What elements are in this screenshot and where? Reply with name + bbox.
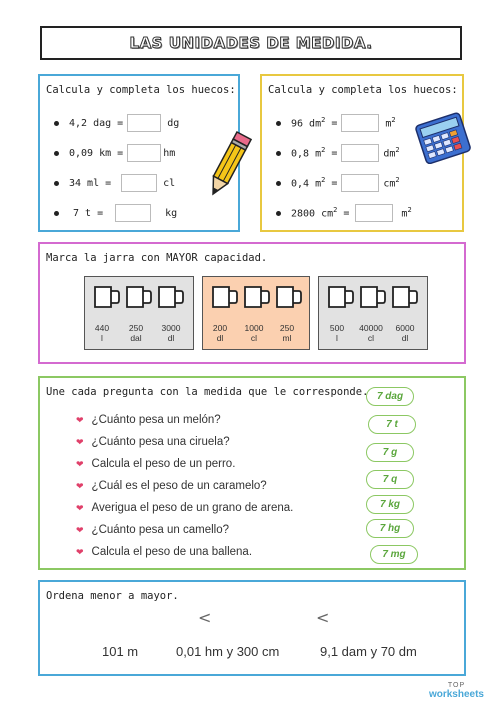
conversion-value: 4,2 dag = [69, 117, 124, 129]
jug-label: 200 dl [212, 323, 228, 343]
conversion-unit: $m^2$ [385, 116, 396, 130]
jug-label: 40000 cl [359, 323, 383, 343]
brand-logo: TOP worksheets [428, 682, 484, 700]
exercise-3-heading: Marca la jarra con MAYOR capacidad. [46, 252, 268, 264]
jug-icon [325, 285, 355, 309]
answer-option[interactable]: 7 g [366, 443, 414, 462]
conversion-unit: $cm^2$ [383, 176, 400, 190]
bullet-icon [276, 181, 281, 186]
jug-label: 500 l [329, 323, 345, 343]
page-title: LAS UNIDADES DE MEDIDA. [129, 34, 373, 52]
answer-option[interactable]: 7 hg [366, 519, 414, 538]
jug-icon [123, 285, 153, 309]
order-item[interactable]: 0,01 hm y 300 cm [176, 644, 280, 659]
exercise-2-row [276, 114, 396, 132]
exercise-box-2 [260, 74, 464, 232]
jug-label: 250 ml [279, 323, 295, 343]
heart-icon: ❤ [76, 480, 84, 491]
exercise-1-row [54, 144, 175, 162]
answer-field[interactable] [355, 204, 393, 222]
question-item[interactable]: ❤ Averigua el peso de un grano de arena. [76, 502, 294, 514]
conversion-value: 2800 $cm^2$ [291, 206, 338, 220]
exercise-box-5 [38, 580, 466, 676]
conversion-value: 0,09 km = [69, 147, 124, 159]
equals-sign: = [331, 177, 338, 189]
conversion-unit: dg [167, 117, 180, 129]
exercise-box-3 [38, 242, 466, 364]
jug-group[interactable] [202, 276, 310, 350]
conversion-unit: cl [163, 177, 176, 189]
question-item[interactable]: ❤ ¿Cuánto pesa un camello? [76, 524, 229, 536]
conversion-unit: hm [163, 147, 176, 159]
exercise-5-heading: Ordena menor a mayor. [46, 590, 179, 602]
jug-label: 1000 cl [244, 323, 264, 343]
order-item[interactable]: 101 m [102, 644, 139, 659]
heart-icon: ❤ [76, 546, 84, 557]
jug-label: 6000 dl [395, 323, 415, 343]
exercise-2-row [276, 144, 400, 162]
question-item[interactable]: ❤ ¿Cuál es el peso de un caramelo? [76, 480, 267, 492]
calculator-icon [412, 112, 476, 164]
jug-group[interactable] [84, 276, 194, 350]
answer-option[interactable]: 7 t [368, 415, 416, 434]
equals-sign: = [331, 147, 338, 159]
question-item[interactable]: ❤ Calcula el peso de una ballena. [76, 546, 253, 558]
conversion-unit: $dm^2$ [383, 146, 400, 160]
conversion-value: 0,4 $m^2$ [291, 176, 326, 190]
heart-icon: ❤ [76, 458, 84, 469]
answer-field[interactable] [121, 174, 157, 192]
bullet-icon [54, 151, 59, 156]
jug-icon [91, 285, 121, 309]
jug-icon [155, 285, 185, 309]
question-item[interactable]: ❤ ¿Cuánto pesa una ciruela? [76, 436, 230, 448]
jug-label: 440 l [94, 323, 110, 343]
bullet-icon [276, 151, 281, 156]
jug-icon [273, 285, 303, 309]
answer-field[interactable] [341, 114, 379, 132]
heart-icon: ❤ [76, 502, 84, 513]
answer-option[interactable]: 7 mg [370, 545, 418, 564]
answer-field[interactable] [115, 204, 151, 222]
jug-icon [389, 285, 419, 309]
exercise-1-row [54, 174, 175, 192]
jug-label: 250 dal [128, 323, 144, 343]
exercise-2-row [276, 204, 412, 222]
answer-field[interactable] [127, 144, 161, 162]
exercise-2-row [276, 174, 400, 192]
answer-option[interactable]: 7 q [366, 470, 414, 489]
bullet-icon [276, 211, 281, 216]
exercise-box-1 [38, 74, 240, 232]
bullet-icon [54, 211, 59, 216]
answer-option[interactable]: 7 dag [366, 387, 414, 406]
exercise-box-4 [38, 376, 466, 570]
jug-label: 3000 dl [161, 323, 181, 343]
question-item[interactable]: ❤ ¿Cuánto pesa un melón? [76, 414, 221, 426]
equals-sign: = [331, 117, 338, 129]
exercise-4-heading: Une cada pregunta con la medida que le corresponde. [46, 386, 369, 398]
exercise-1-heading: Calcula y completa los huecos: [46, 84, 236, 96]
conversion-value: 7 t = [73, 207, 104, 219]
bullet-icon [276, 121, 281, 126]
conversion-value: 96 $dm^2$ [291, 116, 326, 130]
answer-field[interactable] [341, 144, 379, 162]
heart-icon: ❤ [76, 524, 84, 535]
answer-field[interactable] [341, 174, 379, 192]
jug-group[interactable] [318, 276, 428, 350]
jug-icon [209, 285, 239, 309]
bullet-icon [54, 121, 59, 126]
conversion-value: 0,8 $m^2$ [291, 146, 326, 160]
pencil-icon [206, 128, 252, 200]
question-item[interactable]: ❤ Calcula el peso de un perro. [76, 458, 236, 470]
conversion-value: 34 ml = [69, 177, 112, 189]
less-than-sign: < [316, 608, 330, 627]
bullet-icon [54, 181, 59, 186]
heart-icon: ❤ [76, 436, 84, 447]
title-box [40, 26, 462, 60]
heart-icon: ❤ [76, 414, 84, 425]
jug-icon [241, 285, 271, 309]
order-item[interactable]: 9,1 dam y 70 dm [320, 644, 417, 659]
exercise-1-row [54, 114, 179, 132]
jug-icon [357, 285, 387, 309]
answer-option[interactable]: 7 kg [366, 495, 414, 514]
conversion-unit: kg [165, 207, 178, 219]
equals-sign: = [343, 207, 350, 219]
less-than-sign: < [198, 608, 212, 627]
conversion-unit: $m^2$ [401, 206, 412, 220]
answer-field[interactable] [127, 114, 161, 132]
exercise-2-heading: Calcula y completa los huecos: [268, 84, 458, 96]
exercise-1-row [54, 204, 177, 222]
